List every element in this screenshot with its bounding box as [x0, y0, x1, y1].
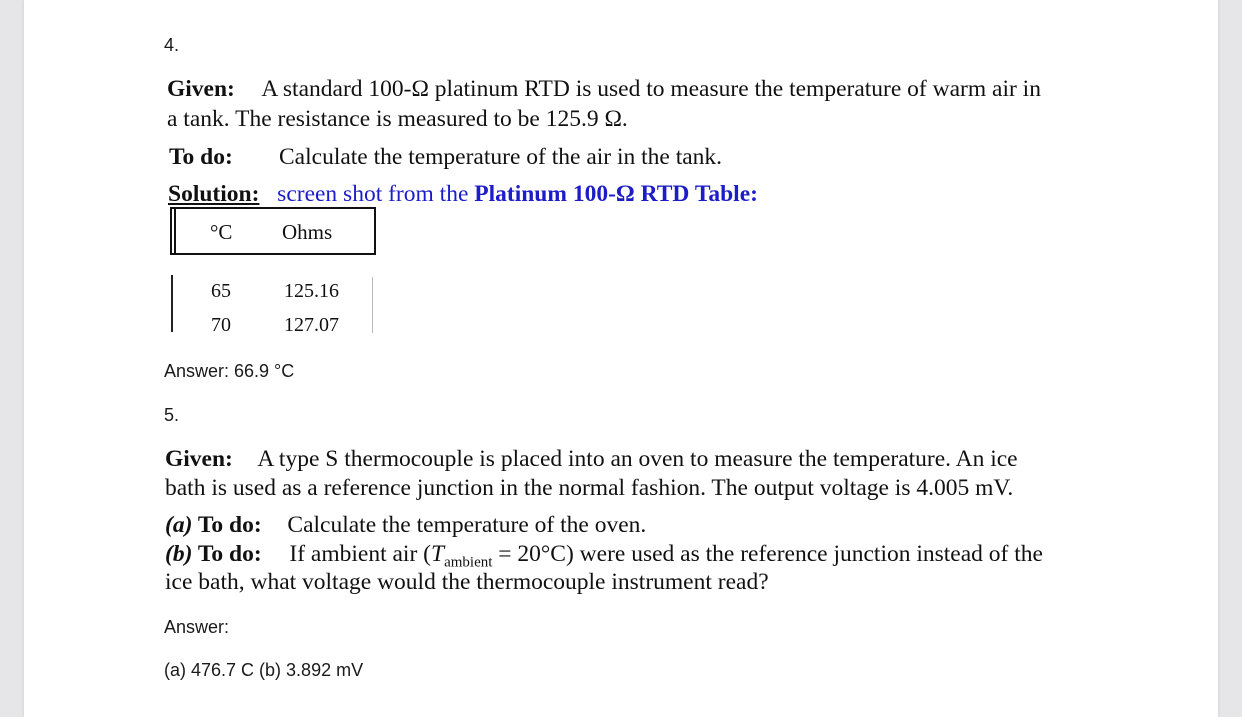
q4-solution-text: screen shot from the	[277, 181, 475, 207]
q5-b-sub: ambient	[444, 554, 493, 571]
q5-b-prefix: (b)	[165, 541, 193, 567]
q5-answer-label: Answer:	[164, 617, 230, 637]
q5-a-prefix: (a)	[165, 512, 193, 538]
q5-given-label: Given:	[165, 446, 233, 472]
q4-given-line1	[167, 75, 1041, 104]
table-header-celsius: °C	[210, 220, 233, 244]
q5-a-label: To do:	[192, 512, 262, 538]
q5-todo-a	[165, 511, 646, 540]
document-page	[24, 0, 1218, 717]
q5-given-text1: A type S thermocouple is placed into an oven to measure the temperature. An ice	[257, 446, 1018, 472]
q4-solution-bold: Platinum 100-Ω RTD Table:	[474, 181, 758, 207]
q4-todo-text: Calculate the temperature of the air in the tank.	[279, 144, 723, 170]
q4-solution-label: Solution:	[168, 181, 260, 207]
table-row-1-celsius: 65	[211, 280, 231, 302]
q4-todo	[169, 143, 722, 172]
table-left-border	[171, 275, 173, 332]
table-row-1-ohms: 125.16	[284, 280, 339, 302]
q4-answer: Answer: 66.9 °C	[164, 361, 295, 381]
table-header-ohms: Ohms	[282, 220, 333, 244]
rtd-table-header	[170, 207, 376, 255]
q4-given-label: Given:	[167, 76, 235, 102]
q5-b-label: To do:	[192, 541, 262, 567]
q5-b-t: T	[431, 541, 445, 567]
q5-b-text-post: = 20°C) were used as the reference junction instead of the	[492, 541, 1043, 567]
q4-given-line2: a tank. The resistance is measured to be 125.9 Ω.	[167, 106, 628, 132]
q5-b-line2: ice bath, what voltage would the thermocouple instrument read?	[165, 569, 769, 595]
table-row-2-celsius: 70	[211, 314, 231, 336]
q5-given-line2: bath is used as a reference junction in the normal fashion. The output voltage is 4.005 mV.	[165, 475, 1014, 501]
table-right-border	[372, 277, 373, 333]
q4-todo-label: To do:	[169, 144, 233, 170]
q5-answer-values: (a) 476.7 C (b) 3.892 mV	[164, 660, 364, 680]
q4-given-text1: A standard 100-Ω platinum RTD is used to measure the temperature of warm air in	[261, 76, 1041, 102]
q5-given-line1	[165, 445, 1018, 474]
q5-b-text-pre: If ambient air (	[289, 541, 431, 567]
question-number-5: 5.	[164, 405, 180, 425]
q4-solution	[168, 180, 758, 209]
q5-a-text: Calculate the temperature of the oven.	[287, 512, 647, 538]
question-number-4: 4.	[164, 35, 180, 55]
table-row-2-ohms: 127.07	[284, 314, 339, 336]
